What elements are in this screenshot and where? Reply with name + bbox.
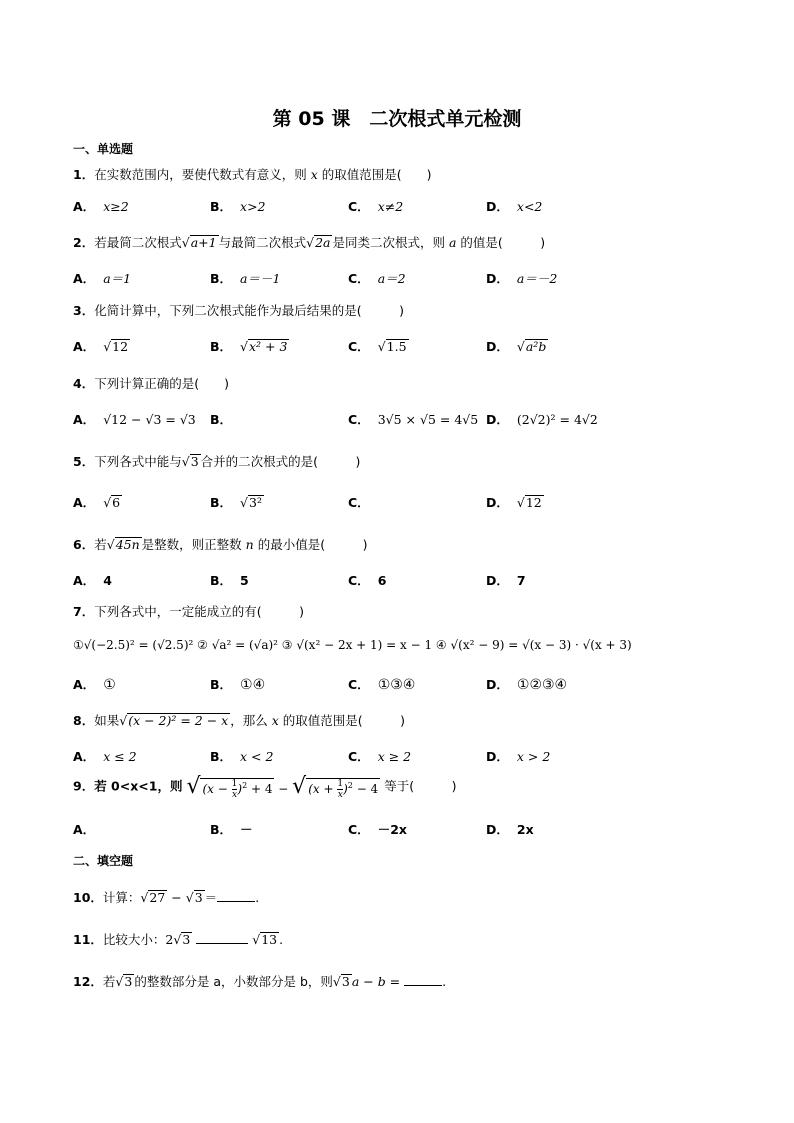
question-5: 5．下列各式中能与√3 合并的二次根式的是( ) bbox=[73, 454, 361, 469]
q9-expression: √ (x − $\frac{1}{x}$ )$^2$ + 4 − √ (x + $\frac{1}{x}$ )$^2$ − 4 bbox=[186, 774, 379, 800]
option-a[interactable]: A． x≥2 bbox=[73, 199, 129, 214]
option-b[interactable]: B． bbox=[210, 412, 233, 427]
question-7: 7．下列各式中，一定能成立的有( ) bbox=[73, 604, 304, 619]
option-b[interactable]: B． √x² + 3 bbox=[210, 339, 288, 354]
option-b[interactable]: B． a＝－1 bbox=[210, 271, 281, 286]
question-8: 8．如果√(x − 2)² = 2 − x ，那么 x 的取值范围是( ) bbox=[73, 713, 406, 728]
question-9: 9．若 0<x<1，则 √ (x − $\frac{1}{x}$ )$^2$ + 4 − √ (x + $\frac{1}{x}$ )$^2$ − 4 等于( ) bbox=[73, 774, 457, 800]
radicand: a+1 bbox=[190, 235, 217, 250]
option-a[interactable]: A． √12 − √3 = √3 bbox=[73, 412, 196, 427]
radicand: 2a bbox=[315, 235, 331, 250]
answer-blank[interactable] bbox=[217, 889, 255, 902]
option-c[interactable]: C． bbox=[348, 495, 370, 510]
option-c[interactable]: C． x ≥ 2 bbox=[348, 749, 412, 764]
option-c[interactable]: C． √1.5 bbox=[348, 339, 407, 354]
option-d[interactable]: D． x > 2 bbox=[486, 749, 551, 764]
option-b[interactable]: B． √3² bbox=[210, 495, 262, 510]
option-a[interactable]: A． bbox=[73, 822, 96, 837]
section-fill-blank: 二、填空题 bbox=[73, 854, 134, 868]
question-2: 2．若最简二次根式√a+1 与最简二次根式√2a 是同类二次根式，则 a 的值是( ) bbox=[73, 235, 546, 250]
question-6: 6．若√45n 是整数，则正整数 n 的最小值是( ) bbox=[73, 537, 368, 552]
question-text: 的取值范围是( ) bbox=[321, 167, 432, 182]
question-3: 3．化简计算中，下列二次根式能作为最后结果的是( ) bbox=[73, 303, 404, 318]
option-c[interactable]: C． 3√5 × √5 = 4√5 bbox=[348, 412, 479, 427]
option-d[interactable]: D． √a²b bbox=[486, 339, 547, 354]
option-c[interactable]: C． ①③④ bbox=[348, 677, 416, 693]
page-title: 第 05 课 二次根式单元检测 bbox=[272, 108, 522, 130]
question-12: 12．若√3 的整数部分是 a，小数部分是 b，则√3 a − b = . bbox=[73, 974, 447, 989]
question-1 bbox=[73, 165, 432, 183]
option-b[interactable]: B． ①④ bbox=[210, 677, 266, 693]
option-b[interactable]: B． x < 2 bbox=[210, 749, 274, 764]
question-10: 10．计算：√27 − √3 ＝ . bbox=[73, 890, 260, 905]
option-b[interactable]: B． x>2 bbox=[210, 199, 266, 214]
option-a[interactable]: A． ① bbox=[73, 677, 116, 693]
option-d[interactable]: D． a＝－2 bbox=[486, 271, 558, 286]
question-number: 1． bbox=[73, 167, 95, 182]
option-a[interactable]: A． 4 bbox=[73, 573, 112, 588]
question-text: 在实数范围内，要使代数式有意义，则 bbox=[94, 167, 307, 182]
variable: x bbox=[310, 167, 318, 182]
answer-blank[interactable] bbox=[196, 931, 248, 944]
option-d[interactable]: D． √12 bbox=[486, 495, 542, 510]
option-d[interactable]: D． (2√2)² = 4√2 bbox=[486, 412, 598, 427]
option-c[interactable]: C． x≠2 bbox=[348, 199, 404, 214]
option-a[interactable]: A． √6 bbox=[73, 495, 121, 510]
answer-blank[interactable] bbox=[404, 973, 442, 986]
option-a[interactable]: A． x ≤ 2 bbox=[73, 749, 137, 764]
option-a[interactable]: A． √12 bbox=[73, 339, 129, 354]
question-7-formula: ①√(−2.5)² = (√2.5)² ② √a² = (√a)² ③ √(x² − 2x + 1) = x − 1 ④ √(x² − 9) = √(x − 3) · √(x + 3) bbox=[73, 638, 632, 652]
option-b[interactable]: B． － bbox=[210, 822, 253, 837]
option-a[interactable]: A． a＝1 bbox=[73, 271, 132, 286]
option-d[interactable]: D． 2x bbox=[486, 822, 534, 837]
option-c[interactable]: C． －2x bbox=[348, 822, 407, 837]
question-4: 4．下列计算正确的是( ) bbox=[73, 376, 229, 391]
option-d[interactable]: D． x<2 bbox=[486, 199, 543, 214]
option-d[interactable]: D． 7 bbox=[486, 573, 526, 588]
section-single-choice: 一、单选题 bbox=[73, 142, 134, 156]
option-b[interactable]: B． 5 bbox=[210, 573, 249, 588]
option-d[interactable]: D． ①②③④ bbox=[486, 677, 568, 693]
option-c[interactable]: C． a＝2 bbox=[348, 271, 406, 286]
option-c[interactable]: C． 6 bbox=[348, 573, 387, 588]
question-11: 11．比较大小：2√3 √13 . bbox=[73, 932, 284, 947]
